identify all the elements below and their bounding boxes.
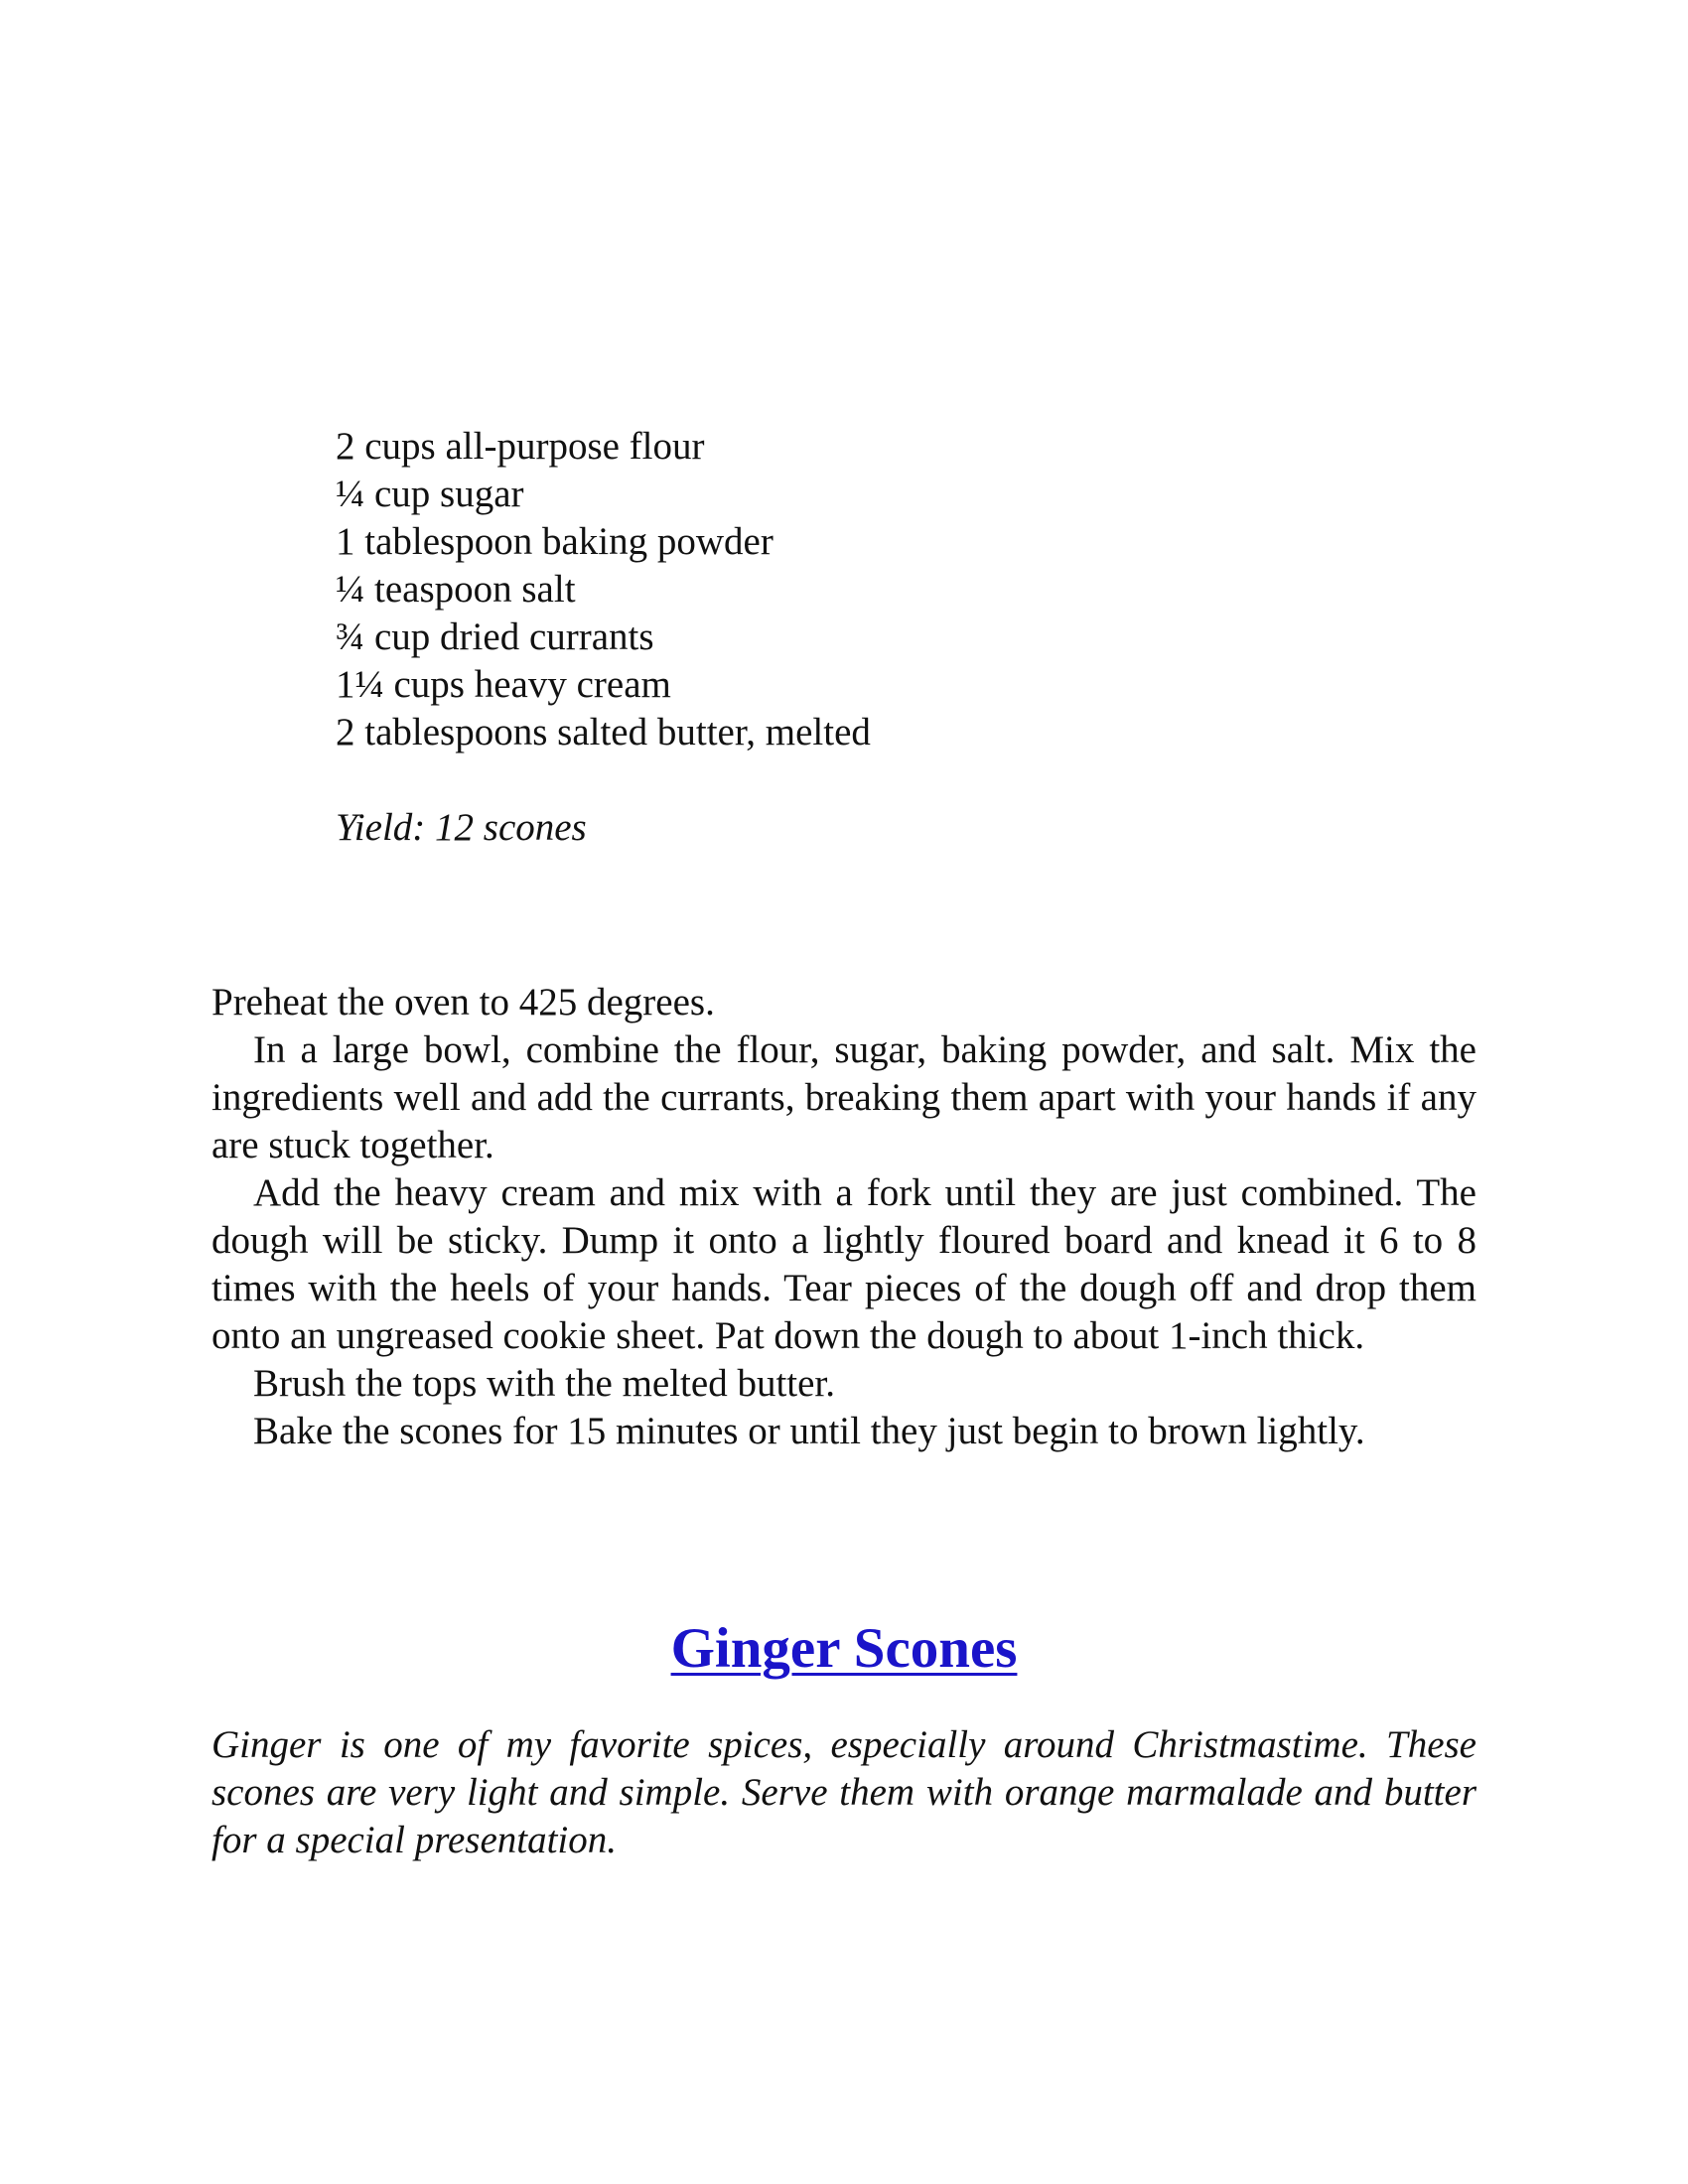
ingredient-item: ¾ cup dried currants [336, 615, 654, 658]
recipe-directions [211, 979, 1477, 1455]
ingredient-item: 2 tablespoons salted butter, melted [336, 711, 871, 753]
direction-step: Preheat the oven to 425 degrees. [211, 981, 715, 1024]
ingredient-list [336, 423, 1329, 756]
ingredient-item: 2 cups all-purpose flour [336, 425, 705, 468]
ingredient-item: 1¼ cups heavy cream [336, 663, 671, 706]
ingredient-item: ¼ cup sugar [336, 473, 524, 515]
recipe-yield: Yield: 12 scones [336, 806, 587, 849]
direction-step: In a large bowl, combine the flour, sugar, baking powder, and salt. Mix the ingredients well and add the currants, breaking them apart with your hands if any are stuck together. [211, 1028, 1477, 1166]
direction-step: Add the heavy cream and mix with a fork until they are just combined. The dough will be sticky. Dump it onto a lightly floured board and knead it 6 to 8 times with the heels of your hands. Tear pieces of the dough off and drop them onto an ungreased cookie sheet. Pat down the dough to about 1-inch thick. [211, 1171, 1477, 1357]
direction-step: Bake the scones for 15 minutes or until they just begin to brown lightly. [253, 1410, 1365, 1452]
recipe-title-link[interactable]: Ginger Scones [670, 1617, 1018, 1680]
direction-step: Brush the tops with the melted butter. [253, 1362, 836, 1405]
ingredient-item: 1 tablespoon baking powder [336, 520, 774, 563]
ingredient-item: ¼ teaspoon salt [336, 568, 576, 611]
recipe-intro: Ginger is one of my favorite spices, especially around Christmastime. These scones are very light and simple. Serve them with orange marmalade and butter for a special presentation. [211, 1723, 1477, 1861]
